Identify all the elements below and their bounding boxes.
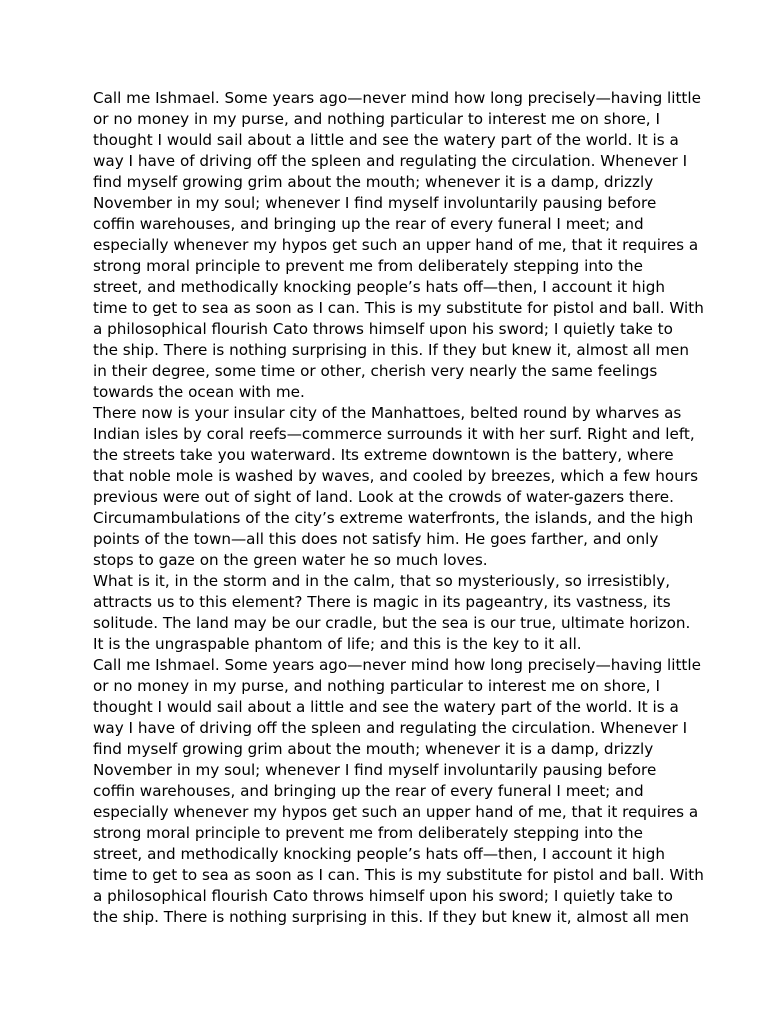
text-line: coffin warehouses, and bringing up the rear of every funeral I meet; and [93, 782, 644, 800]
text-line: find myself growing grim about the mouth; whenever it is a damp, drizzly [93, 740, 654, 758]
text-line: Call me Ishmael. Some years ago—never mind how long precisely—having little [93, 656, 701, 674]
text-line: points of the town—all this does not satisfy him. He goes farther, and only [93, 530, 659, 548]
text-line: the streets take you waterward. Its extreme downtown is the battery, where [93, 446, 674, 464]
text-line: street, and methodically knocking people’s hats off—then, I account it high [93, 278, 666, 296]
text-line: especially whenever my hypos get such an upper hand of me, that it requires a [93, 236, 699, 254]
text-line: What is it, in the storm and in the calm, that so mysteriously, so irresistibly, [93, 572, 671, 590]
text-line: especially whenever my hypos get such an upper hand of me, that it requires a [93, 803, 699, 821]
text-line: find myself growing grim about the mouth; whenever it is a damp, drizzly [93, 173, 654, 191]
text-line: time to get to sea as soon as I can. This is my substitute for pistol and ball. With [93, 866, 704, 884]
text-line: way I have of driving off the spleen and regulating the circulation. Whenever I [93, 719, 688, 737]
document-body-text [93, 88, 704, 928]
text-line: thought I would sail about a little and see the watery part of the world. It is a [93, 698, 679, 716]
text-line: Call me Ishmael. Some years ago—never mind how long precisely—having little [93, 89, 701, 107]
text-line: strong moral principle to prevent me from deliberately stepping into the [93, 257, 643, 275]
text-line: that noble mole is washed by waves, and cooled by breezes, which a few hours [93, 467, 699, 485]
text-line: way I have of driving off the spleen and regulating the circulation. Whenever I [93, 152, 688, 170]
text-line: previous were out of sight of land. Look at the crowds of water-gazers there. [93, 488, 674, 506]
text-line: November in my soul; whenever I find myself involuntarily pausing before [93, 761, 657, 779]
text-line: Indian isles by coral reefs—commerce surrounds it with her surf. Right and left, [93, 425, 695, 443]
text-line: a philosophical flourish Cato throws himself upon his sword; I quietly take to [93, 887, 673, 905]
text-line: stops to gaze on the green water he so much loves. [93, 551, 488, 569]
text-line: or no money in my purse, and nothing particular to interest me on shore, I [93, 110, 660, 128]
text-line: It is the ungraspable phantom of life; and this is the key to it all. [93, 635, 582, 653]
text-line: the ship. There is nothing surprising in this. If they but knew it, almost all men [93, 908, 689, 926]
text-line: solitude. The land may be our cradle, but the sea is our true, ultimate horizon. [93, 614, 691, 632]
text-line: There now is your insular city of the Manhattoes, belted round by wharves as [93, 404, 682, 422]
text-line: Circumambulations of the city’s extreme waterfronts, the islands, and the high [93, 509, 694, 527]
text-line: coffin warehouses, and bringing up the rear of every funeral I meet; and [93, 215, 644, 233]
text-line: the ship. There is nothing surprising in this. If they but knew it, almost all men [93, 341, 689, 359]
text-line: attracts us to this element? There is magic in its pageantry, its vastness, its [93, 593, 671, 611]
text-line: in their degree, some time or other, cherish very nearly the same feelings [93, 362, 658, 380]
text-line: time to get to sea as soon as I can. This is my substitute for pistol and ball. With [93, 299, 704, 317]
text-line: strong moral principle to prevent me from deliberately stepping into the [93, 824, 643, 842]
text-line: a philosophical flourish Cato throws himself upon his sword; I quietly take to [93, 320, 673, 338]
text-line: towards the ocean with me. [93, 383, 305, 401]
text-line: street, and methodically knocking people’s hats off—then, I account it high [93, 845, 666, 863]
text-line: November in my soul; whenever I find myself involuntarily pausing before [93, 194, 657, 212]
text-line: thought I would sail about a little and see the watery part of the world. It is a [93, 131, 679, 149]
text-line: or no money in my purse, and nothing particular to interest me on shore, I [93, 677, 660, 695]
